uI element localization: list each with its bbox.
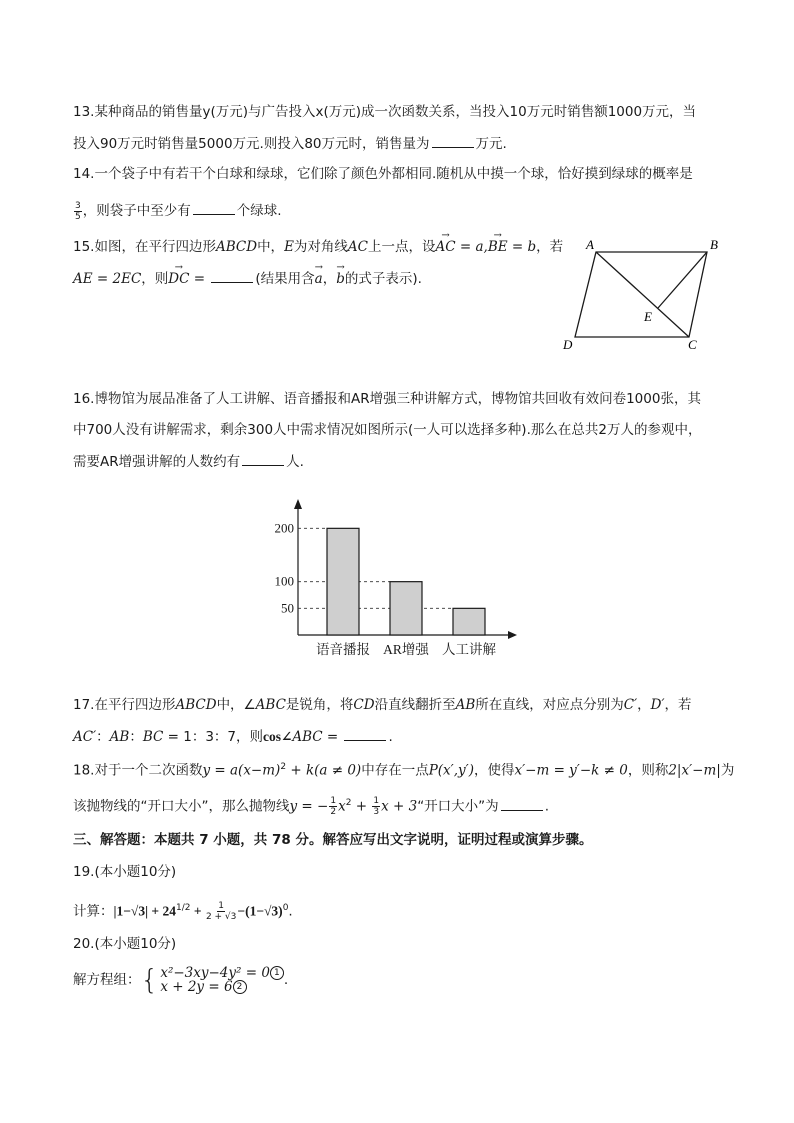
fraction-3-5: $\frac{3}{5}$	[75, 200, 81, 222]
y-tick-label-50: 50	[281, 600, 294, 616]
label-a: A	[586, 237, 594, 252]
answer-blank[interactable]	[432, 133, 474, 148]
y-tick-label-200: 200	[274, 520, 294, 536]
equation-system: { x²−3xy−4y² = 0 1 x + 2y = 6 2	[141, 966, 284, 994]
diagonal-ac	[596, 252, 689, 337]
q20-system: 解方程组： { x²−3xy−4y² = 0 1 x + 2y = 6 2 .	[73, 963, 289, 996]
q17-line1: 17.在平行四边形ABCD中，∠ABC是锐角，将CD沿直线翻折至AB所在直线，对应点分别为C′，D′，若	[73, 697, 692, 713]
q15-line2: AE = 2EC，则→ DC = (结果用含→ a，→ b的式子表示).	[73, 268, 422, 289]
label-c: C	[688, 337, 697, 352]
y-axis-arrow	[294, 499, 302, 509]
fraction-1-over-2-plus-root3: $\frac{1}{2 + √3}$	[205, 901, 237, 922]
x-tick-label-语音播报: 语音播报	[316, 642, 370, 657]
brace-icon: {	[140, 963, 159, 996]
x-axis-arrow	[508, 631, 517, 639]
answer-blank[interactable]	[242, 451, 284, 466]
x-tick-label-人工讲解: 人工讲解	[442, 642, 496, 657]
q16-line3: 需要AR增强讲解的人数约有 人.	[73, 451, 304, 472]
label-d: D	[563, 337, 573, 352]
q13-line1: 13.某种商品的销售量y(万元)与广告投入x(万元)成一次函数关系，当投入10万元时销售额1000万元，当	[73, 104, 697, 120]
q14-line1: 14.一个袋子中有若干个白球和绿球，它们除了颜色外都相同.随机从中摸一个球，恰好摸到绿球的概率是	[73, 166, 693, 182]
segment-be	[658, 252, 707, 308]
answer-blank[interactable]	[193, 200, 235, 215]
q16-line1: 16.博物馆为展品准备了人工讲解、语音播报和AR增强三种讲解方式，博物馆共回收有效问卷1000张，其	[73, 391, 701, 407]
q16-line2: 中700人没有讲解需求，剩余300人中需求情况如图所示(一人可以选择多种).那么在总共2万人的参观中，	[73, 422, 702, 438]
q13-line2: 投入90万元时销售量5000万元.则投入80万元时，销售量为 万元.	[73, 133, 507, 154]
q15-line1: 15.如图，在平行四边形ABCD中，E为对角线AC上一点，设→ AC = a,→ BE = b，若	[73, 237, 563, 257]
bar-人工讲解	[453, 608, 485, 635]
bar-语音播报	[327, 528, 359, 635]
q17-line2: AC′：AB：BC = 1：3：7，则cos∠ABC = .	[73, 726, 393, 747]
label-b: B	[710, 237, 718, 252]
bar-chart	[262, 495, 522, 665]
section-heading: 三、解答题：本题共 7 小题，共 78 分。解答应写出文字说明，证明过程或演算步骤。	[73, 832, 593, 848]
label-e: E	[644, 309, 652, 324]
q18-line1: 18.对于一个二次函数$y = a(x-m)^2 + k(a \ne 0)$中存在一点P(x′,y′)，使得x′−m = y′−k ≠ 0，则称2|x′−m|为	[73, 762, 735, 779]
answer-blank[interactable]	[344, 726, 386, 741]
bar-AR增强	[390, 582, 422, 635]
fraction-1-3: $\frac{1}{3}$	[373, 796, 380, 817]
q14-line2: $\frac{3}{5}$ ，则袋子中至少有 个绿球.	[75, 200, 282, 222]
q19-heading: 19.(本小题10分)	[73, 864, 177, 880]
y-tick-label-100: 100	[274, 573, 294, 589]
parallelogram-outline	[575, 252, 707, 337]
parallelogram-figure	[560, 235, 740, 355]
answer-blank[interactable]	[501, 796, 543, 811]
fraction-1-2: $\frac{1}{2}$	[330, 796, 337, 817]
answer-blank[interactable]	[211, 268, 253, 283]
q19-expression: 计算：$|1-√3| + 24^{1/2}$ + $\frac{1}{2 + √3}$ $-(1-√3)^0$.	[73, 901, 293, 922]
q18-line2: 该抛物线的“开口大小”，那么抛物线y = − $\frac{1}{2}$ $x^2$ + $\frac{1}{3}$ x + 3“开口大小”为 .	[73, 796, 549, 817]
q20-heading: 20.(本小题10分)	[73, 936, 177, 952]
x-tick-label-AR增强: AR增强	[383, 642, 429, 657]
